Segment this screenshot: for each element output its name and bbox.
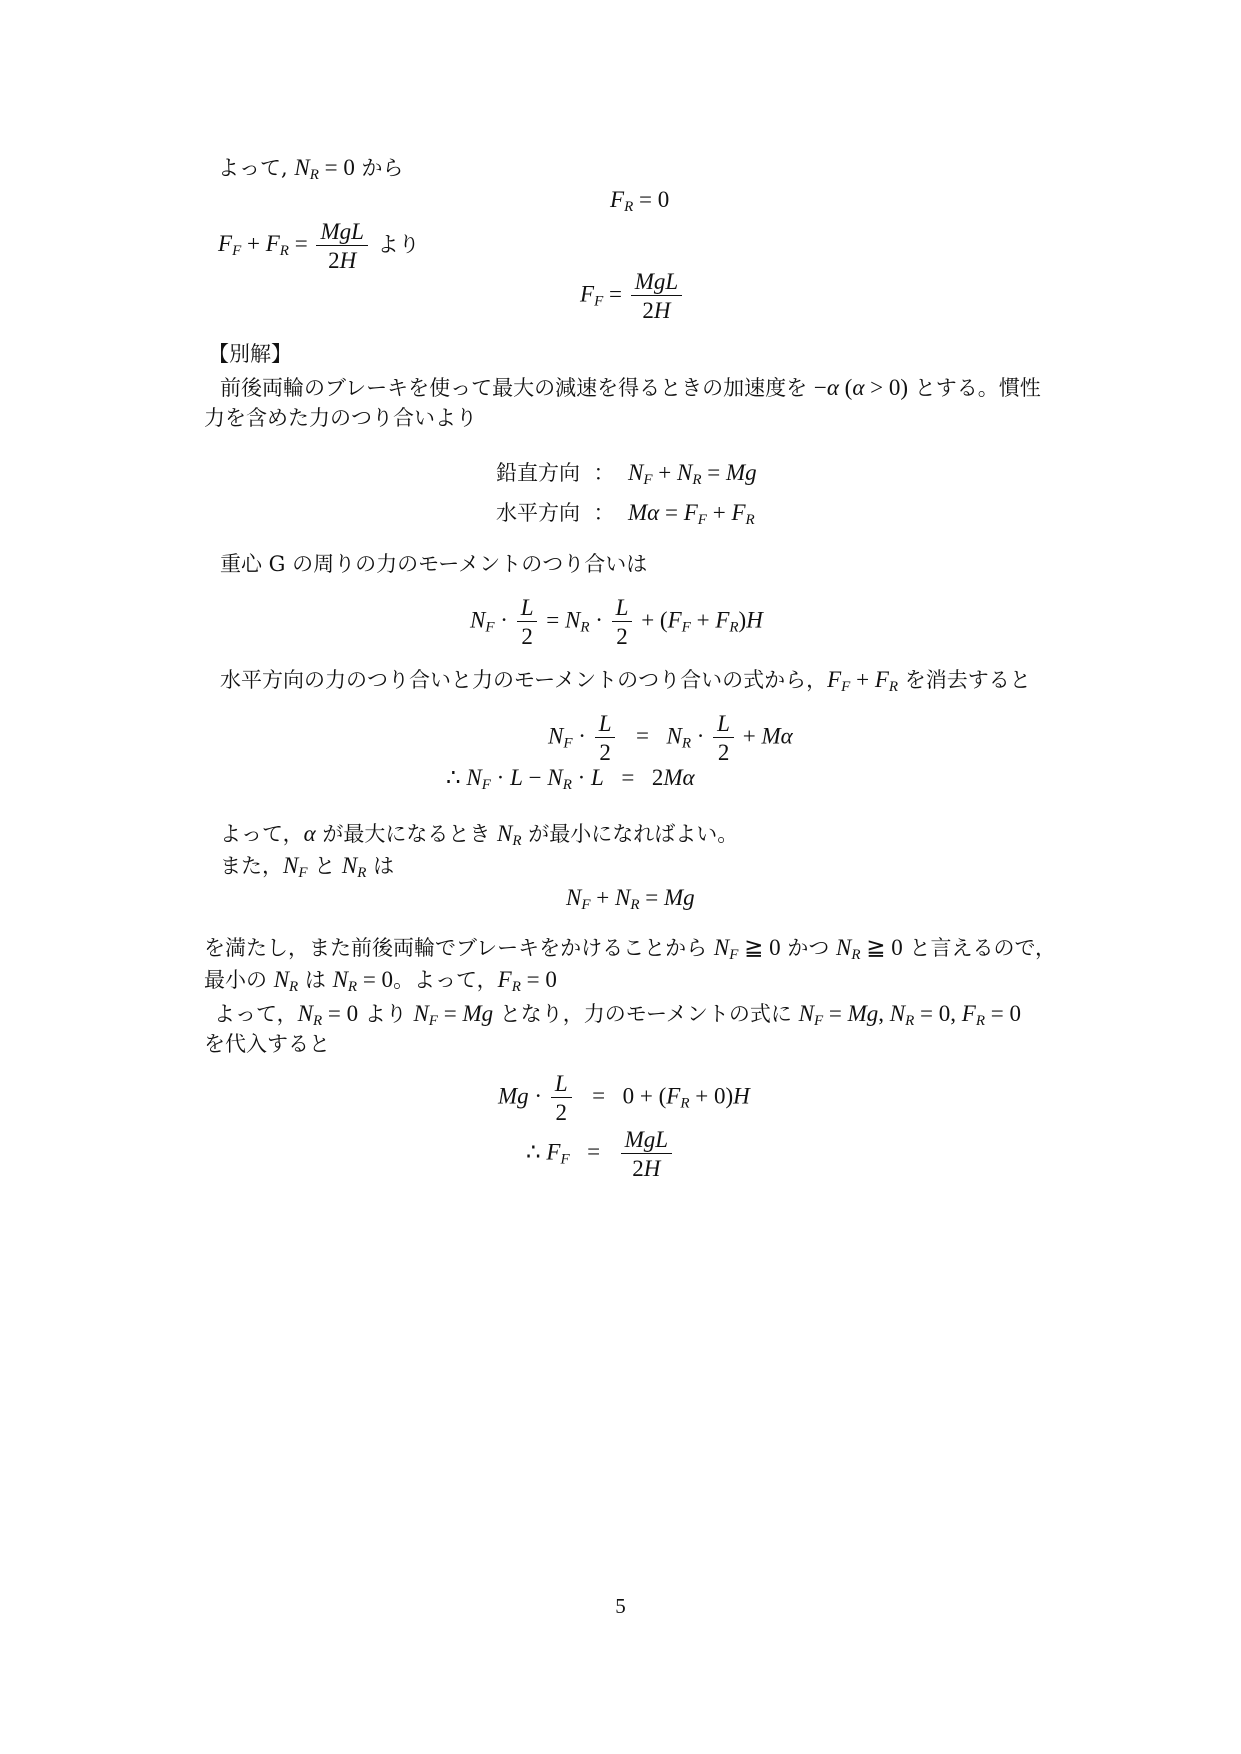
text-line: 重心 G の周りの力のモーメントのつり合いは	[220, 552, 648, 576]
equation: ∴ $N_F \cdot L - N_R \cdot L = 2M\alpha$	[446, 765, 695, 793]
text-line: $F_F + F_R$ = $\frac{\text{MgL}}{2H}$ より	[218, 219, 420, 273]
math-inline: $N_R = 0$	[294, 155, 355, 183]
equation: 鉛直方向 ： $N_F + N_R = Mg$	[496, 460, 757, 488]
equation: 水平方向 ： $M\alpha = F_F + F_R$	[496, 500, 755, 528]
text-line: また，$N_F$ と $N_R$ は	[220, 853, 395, 881]
text-line: 力を含めた力のつり合いより	[204, 406, 477, 430]
equation: $F_R = 0$	[610, 187, 670, 215]
text-line: 前後両輪のブレーキを使って最大の減速を得るときの加速度を −α (α > 0) とする。慣性	[220, 375, 1041, 400]
equation: Mg · $\frac{L}{2}$ = $0 + (F_R + 0)H$	[498, 1071, 750, 1125]
text-line: を代入すると	[204, 1032, 330, 1056]
math-inline: $F_F + F_R$ = $\frac{\text{MgL}}{2H}$	[218, 231, 371, 256]
math-inline: −α (α > 0)	[813, 375, 909, 400]
text-line: を満たし，また前後両輪でブレーキをかけることから $N_F$ ≧ 0 かつ $N_R$ ≧ 0 と言えるので，	[204, 935, 1057, 963]
equation: ∴ $F_F$ = $\frac{\text{MgL}}{2H}$	[526, 1128, 675, 1180]
text-line: よって，α が最大になるとき $N_R$ が最小になればよい。	[220, 821, 739, 849]
text-line: よって，$N_R = 0$ より $N_F = Mg$ となり，力のモーメントの式に $N_F = Mg$, $N_R = 0$, $F_R = 0$	[214, 1001, 1021, 1029]
text-line: 最小の $N_R$ は $N_R = 0$。よって，$F_R = 0$	[204, 967, 557, 995]
equation: $F_F$ = $\frac{\text{MgL}}{2H}$	[580, 270, 685, 322]
equation: $N_F$ · $\frac{L}{2}$ = $N_R$ · $\frac{L}{2}$ + Mα	[548, 711, 793, 765]
text-line: 水平方向の力のつり合いと力のモーメントのつり合いの式から，$F_F + F_R$ を消去すると	[220, 667, 1031, 695]
equation: $N_F$ · $\frac{L}{2}$ = $N_R$ · $\frac{L}{2}$ + $(F_F + F_R)H$	[470, 595, 763, 649]
page-number: 5	[615, 1594, 626, 1618]
equation: $N_F + N_R = Mg$	[566, 885, 695, 913]
text-line: よって, $N_R = 0$ から	[218, 155, 404, 183]
section-heading: 【別解】	[208, 342, 292, 366]
